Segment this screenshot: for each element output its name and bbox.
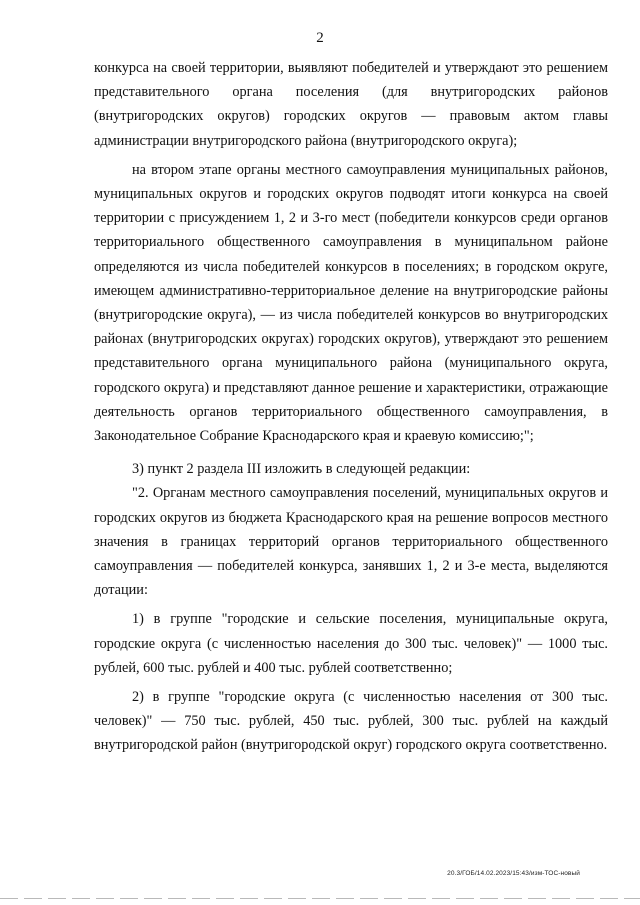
document-body <box>94 56 608 758</box>
paragraph-continuation: конкурса на своей территории, выявляют победителей и утверждают это решением представительного органа поселения (для внутригородских районов (внутригородских округов) городских округов — правовым актом главы администрации внутригородского района (внутригородского округа); <box>94 60 608 149</box>
paragraph-second-stage: на втором этапе органы местного самоуправления муниципальных районов, муниципальных округов и городских округов подводят итоги конкурса на своей территории с присуждением 1, 2 и 3-го мест (победители конкурсов среди органов территориального общественного самоуправления в муниципальном районе определяются из числа победителей конкурсов в поселениях; в городском округе, имеющем административно-территориальное деление на внутригородские районы (внутригородские округа), — из числа победителей конкурсов во внутригородских районах (внутригородских округах) городских округов), утверждают это решением представительного органа муниципального района (муниципального округа, городского округа) и представляют данное решение и характеристики, отражающие деятельность органов территориального общественного самоуправления, в Законодательное Собрание Краснодарского края и краевую комиссию;"; <box>94 161 608 445</box>
paragraph-item-3: 3) пункт 2 раздела III изложить в следующей редакции: <box>132 461 471 478</box>
scan-edge-line <box>0 898 640 899</box>
document-footer-code: 20.3/ГОБ/14.02.2023/15:43/изм-ТОС-новый <box>447 870 580 877</box>
paragraph-group-2: 2) в группе "городские округа (с численностью населения от 300 тыс. человек)" — 750 тыс. рублей, 450 тыс. рублей, 300 тыс. рублей на каждый внутригородской район (внутригородской округ) городского округа соответственно. <box>94 689 608 754</box>
paragraph-clause-2: "2. Органам местного самоуправления поселений, муниципальных округов и городских округов из бюджета Краснодарского края на решение вопросов местного значения в границах территорий органов территориального общественного самоуправления — победителей конкурса, занявших 1, 2 и 3-е места, выделяются дотации: <box>94 485 608 599</box>
page-number: 2 <box>316 30 324 46</box>
paragraph-group-1: 1) в группе "городские и сельские поселения, муниципальные округа, городские округа (с численностью населения до 300 тыс. человек)" — 1000 тыс. рублей, 600 тыс. рублей и 400 тыс. рублей соответственно; <box>94 611 608 676</box>
